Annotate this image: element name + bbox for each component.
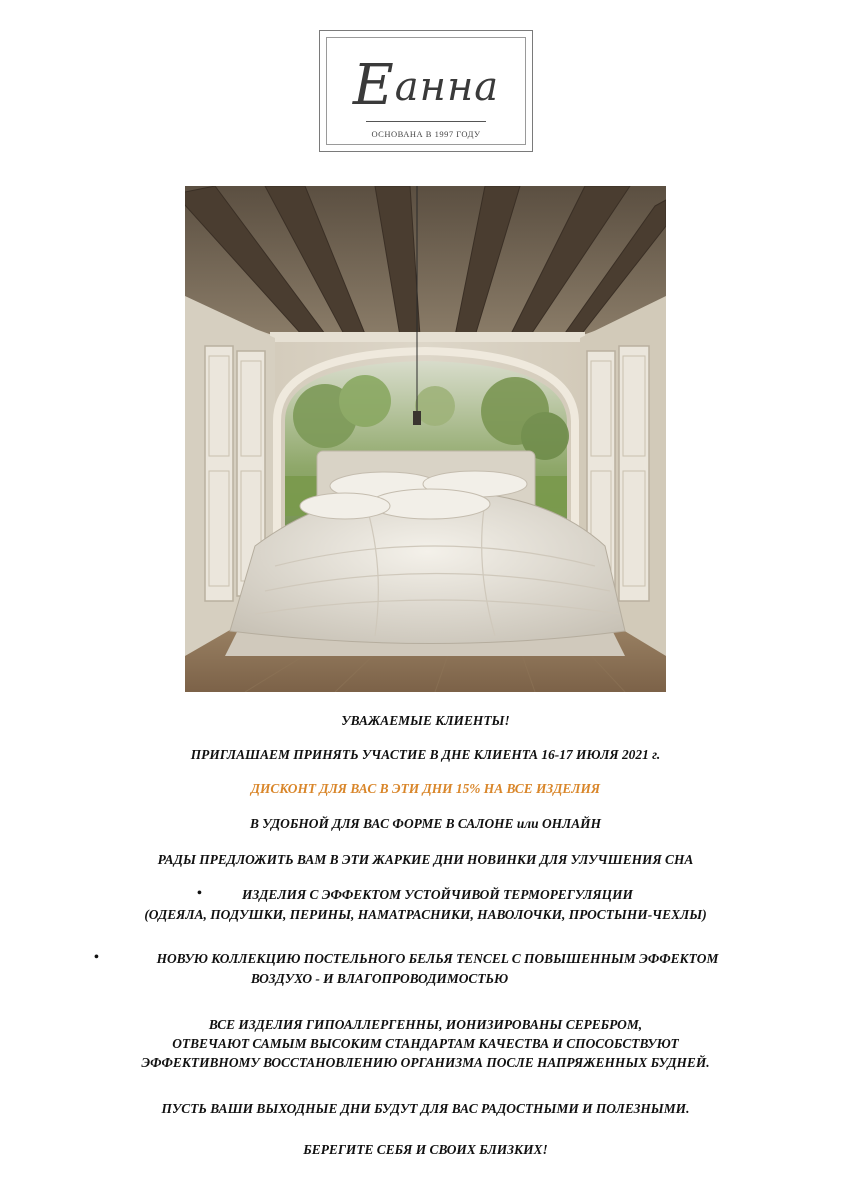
- quality-line-1: ВСЕ ИЗДЕЛИЯ ГИПОАЛЛЕРГЕННЫ, ИОНИЗИРОВАНЫ СЕРЕБРОМ,: [208, 1017, 643, 1032]
- brand-logo: [319, 30, 533, 152]
- bullet-marker: •: [197, 886, 202, 901]
- bullet2-line2: ВОЗДУХО - И ВЛАГОПРОВОДИМОСТЬЮ: [250, 971, 509, 986]
- greeting: УВАЖАЕМЫЕ КЛИЕНТЫ!: [341, 713, 510, 728]
- wish-line: ПУСТЬ ВАШИ ВЫХОДНЫЕ ДНИ БУДУТ ДЛЯ ВАС РАДОСТНЫМИ И ПОЛЕЗНЫМИ.: [161, 1101, 690, 1116]
- logo-wordmark: Еанна: [352, 53, 500, 118]
- logo-subtitle: ОСНОВАНА В 1997 ГОДУ: [371, 129, 481, 139]
- novelties-line: РАДЫ ПРЕДЛОЖИТЬ ВАМ В ЭТИ ЖАРКИЕ ДНИ НОВИНКИ ДЛЯ УЛУЧШЕНИЯ СНА: [157, 852, 694, 867]
- logo-divider: [366, 121, 486, 122]
- invitation-line: ПРИГЛАШАЕМ ПРИНЯТЬ УЧАСТИЕ В ДНЕ КЛИЕНТА 16-17 ИЮЛЯ 2021 г.: [190, 747, 661, 762]
- format-line: В УДОБНОЙ ДЛЯ ВАС ФОРМЕ В САЛОНЕ или ОНЛАЙН: [249, 816, 602, 831]
- quality-line-2: ОТВЕЧАЮТ САМЫМ ВЫСОКИМ СТАНДАРТАМ КАЧЕСТВА И СПОСОБСТВУЮТ: [172, 1036, 679, 1051]
- bedroom-photo: [185, 186, 666, 692]
- quality-line-3: ЭФФЕКТИВНОМУ ВОССТАНОВЛЕНИЮ ОРГАНИЗМА ПОСЛЕ НАПРЯЖЕННЫХ БУДНЕЙ.: [141, 1055, 710, 1070]
- bullet1-line2: (ОДЕЯЛА, ПОДУШКИ, ПЕРИНЫ, НАМАТРАСНИКИ, НАВОЛОЧКИ, ПРОСТЫНИ-ЧЕХЛЫ): [144, 907, 707, 922]
- bullet2-line1: НОВУЮ КОЛЛЕКЦИЮ ПОСТЕЛЬНОГО БЕЛЬЯ TENCEL С ПОВЫШЕННЫМ ЭФФЕКТОМ: [156, 951, 719, 966]
- closing-line: БЕРЕГИТЕ СЕБЯ И СВОИХ БЛИЗКИХ!: [303, 1142, 548, 1157]
- bullet-marker: •: [94, 950, 99, 965]
- bullet1-line1: ИЗДЕЛИЯ С ЭФФЕКТОМ УСТОЙЧИВОЙ ТЕРМОРЕГУЛЯЦИИ: [242, 887, 633, 902]
- discount-line: ДИСКОНТ ДЛЯ ВАС В ЭТИ ДНИ 15% НА ВСЕ ИЗДЕЛИЯ: [250, 781, 601, 796]
